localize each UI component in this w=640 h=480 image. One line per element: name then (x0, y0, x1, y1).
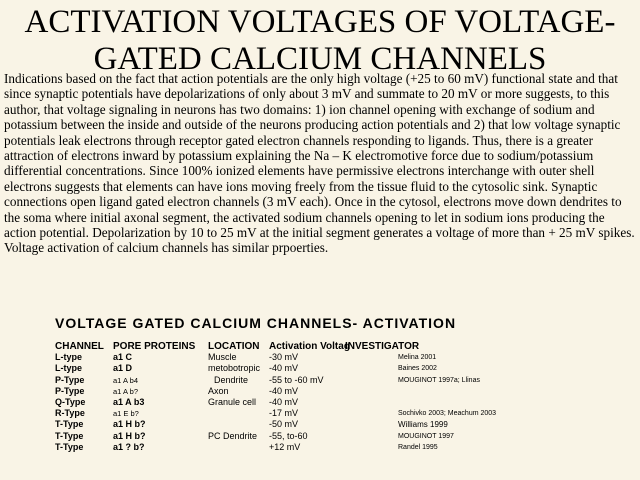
cell-pore-protein: a1 ? b? (113, 441, 145, 452)
header-channel: CHANNEL (55, 341, 104, 352)
slide-title: ACTIVATION VOLTAGES OF VOLTAGE-GATED CALCIUM CHANNELS (24, 4, 616, 77)
header-pore-proteins: PORE PROTEINS (113, 341, 196, 352)
cell-pore-protein: a1 A b? (113, 386, 139, 396)
cell-pore-protein: a1 C (113, 352, 133, 363)
cell-channel: L-type (55, 363, 82, 374)
cell-activation-voltage: -40 mV (269, 363, 299, 374)
cell-location: Muscle (208, 352, 237, 363)
cell-activation-voltage: -55, to-60 (269, 430, 308, 441)
cell-activation-voltage: -40 mV (269, 385, 299, 396)
cell-channel: R-Type (55, 408, 85, 419)
calcium-channel-table (55, 341, 615, 453)
table-row (55, 375, 615, 386)
cell-investigator: Melina 2001 (398, 354, 437, 362)
cell-channel: L-type (55, 352, 82, 363)
cell-investigator: MOUGINOT 1997a; Llinas (398, 376, 480, 384)
cell-pore-protein: a1 D (113, 363, 133, 374)
cell-pore-protein: a1 E b? (113, 409, 139, 419)
cell-channel: P-Type (55, 374, 85, 385)
table-row (55, 419, 615, 430)
header-activation-voltage: Activation Voltag (269, 341, 350, 352)
cell-channel: P-Type (55, 385, 85, 396)
cell-investigator: Randel 1995 (398, 443, 438, 451)
cell-location: Granule cell (208, 396, 257, 407)
cell-activation-voltage: -50 mV (269, 419, 299, 430)
table-title: VOLTAGE GATED CALCIUM CHANNELS- ACTIVATION (55, 315, 457, 331)
cell-investigator: Williams 1999 (398, 420, 448, 430)
cell-activation-voltage: -30 mV (269, 352, 299, 363)
cell-activation-voltage: -55 to -60 mV (269, 374, 324, 385)
table-row (55, 397, 615, 408)
body-paragraph: Indications based on the fact that action potentials are the only high voltage (+25 to 60 mV) functional state and that since synaptic potentials have depolarizations of only about 3 mV and summate to 20 mV or more suggests, to this author, that voltage signaling in neurons has two domains: 1) ion channel opening with exchange of sodium and potassium between the inside and outside of the neurons producing action potentials and 2) that low voltage synaptic potentials leak electrons through receptor gated electron channels responding to ligands. Thus, there is a greater attraction of electrons inward by potassium explaining the Na – K electromotive force due to sodium/potassium differential concentrations. Since 100% ionized elements have permissive electrons interchange with outer shell electrons suggests that elements can have ions moving freely from the tissue fluid to the cytosolic sink. Synaptic connections open ligand gated electron channels (3 mV each). Once in the cytosol, electrons move down dendrites to the soma where initial axonal segment, the activated sodium channels opening to let in sodium ions producing the action potential. Depolarization by 10 to 25 mV at the initial segment generates a voltage of more than + 25 mV spikes. Voltage activation of calcium channels has similar prpoerties. (4, 71, 635, 256)
header-location: LOCATION (208, 341, 260, 352)
table-row (55, 352, 615, 363)
table-row (55, 431, 615, 442)
cell-pore-protein: a1 H b? (113, 419, 146, 430)
table-row (55, 442, 615, 453)
cell-investigator: Sochivko 2003; Meachum 2003 (398, 410, 497, 418)
cell-activation-voltage: -40 mV (269, 396, 299, 407)
cell-investigator: MOUGINOT 1997 (398, 432, 454, 440)
cell-pore-protein: a1 A b3 (113, 396, 145, 407)
table-row (55, 386, 615, 397)
cell-location: metobotropic (208, 363, 261, 374)
cell-pore-protein: a1 A b4 (113, 375, 139, 385)
cell-location: Axon (208, 385, 229, 396)
cell-channel: T-Type (55, 441, 84, 452)
cell-activation-voltage: -17 mV (269, 408, 299, 419)
cell-location: Dendrite (214, 374, 249, 385)
table-row (55, 363, 615, 374)
table-header-row (55, 341, 615, 352)
table-row (55, 408, 615, 419)
cell-pore-protein: a1 H b? (113, 430, 146, 441)
cell-channel: T-Type (55, 419, 84, 430)
cell-investigator: Baines 2002 (398, 365, 437, 373)
cell-location: PC Dendrite (208, 430, 258, 441)
header-investigator: INVESTIGATOR (345, 341, 420, 352)
cell-channel: Q-Type (55, 396, 86, 407)
cell-activation-voltage: +12 mV (269, 441, 301, 452)
cell-channel: T-Type (55, 430, 84, 441)
